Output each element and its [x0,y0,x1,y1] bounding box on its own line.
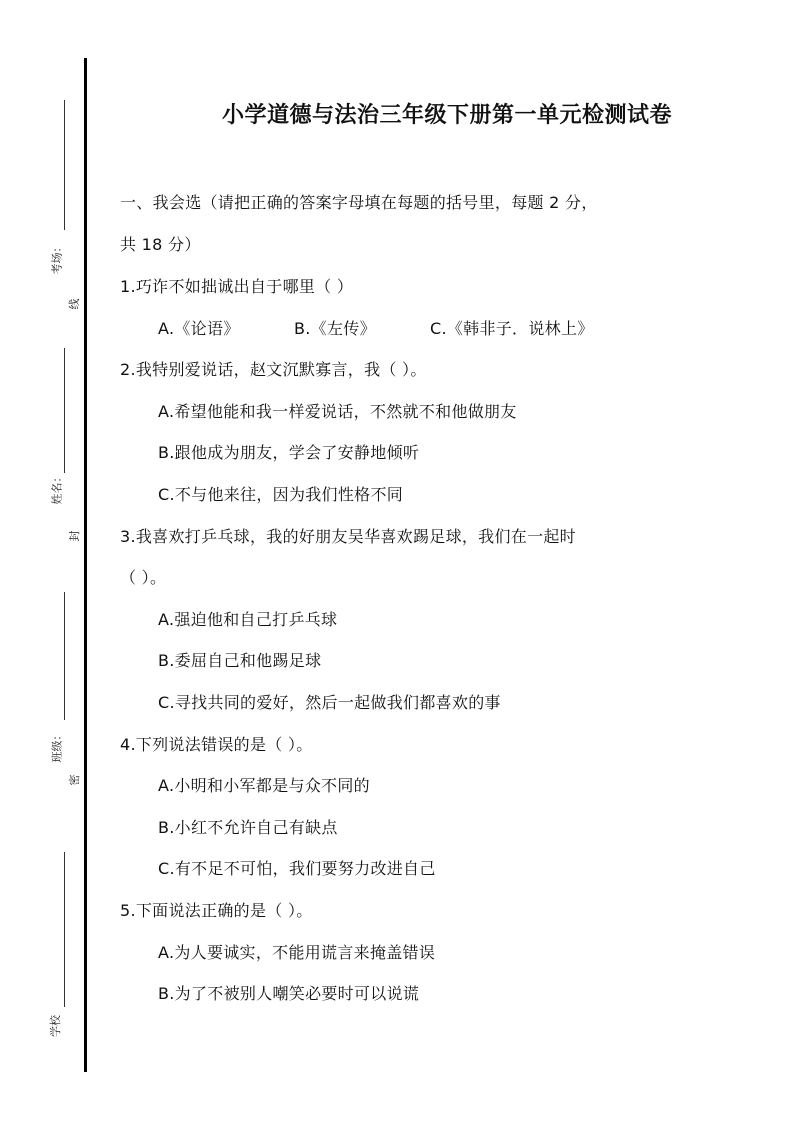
exam-room-label: 考场： [50,241,64,275]
binding-line [84,58,87,1072]
section-heading: 一、我会选（请把正确的答案字母填在每题的括号里，每题 2 分， [120,193,598,212]
question-1-stem: 1.巧诈不如拙诚出自于哪里（ ） [120,277,354,296]
class-field-line [64,592,65,720]
question-1-option-b: B.《左传》 [294,319,376,338]
question-1-option-c: C.《韩非子．说林上》 [430,319,594,338]
exam-room-field-line [64,100,65,230]
seal-char-seal: 封 [68,530,81,542]
question-2-stem: 2.我特别爱说话，赵文沉默寡言，我（ ）。 [120,360,427,379]
class-label: 班级： [50,729,64,763]
name-field-line [64,348,65,473]
question-5-stem: 5.下面说法正确的是（ ）。 [120,901,313,920]
question-3-stem: 3.我喜欢打乒乓球，我的好朋友吴华喜欢踢足球，我们在一起时 [120,527,576,546]
question-5-option-a: A.为人要诚实，不能用谎言来掩盖错误 [158,943,436,962]
question-4-stem: 4.下列说法错误的是（ ）。 [120,735,313,754]
seal-char-secret: 密 [68,774,81,786]
question-4-option-a: A.小明和小军都是与众不同的 [158,776,370,795]
question-3-option-c: C.寻找共同的爱好，然后一起做我们都喜欢的事 [158,693,501,712]
question-2-option-b: B.跟他成为朋友，学会了安静地倾听 [158,443,420,462]
question-3-option-b: B.委屈自己和他踢足球 [158,651,322,670]
question-3-option-a: A.强迫他和自己打乒乓球 [158,610,338,629]
question-4-option-b: B.小红不允许自己有缺点 [158,818,338,837]
question-2-option-c: C.不与他来往，因为我们性格不同 [158,485,404,504]
question-1-options [158,316,594,339]
question-4-option-c: C.有不足不可怕，我们要努力改进自己 [158,859,436,878]
seal-char-line: 线 [68,298,81,310]
name-label: 姓名： [50,471,64,505]
question-3-stem-cont: （ ）。 [120,568,167,587]
school-label: 学校 [49,1015,62,1037]
section-heading-cont: 共 18 分） [120,235,201,254]
school-field-line [64,852,65,1007]
question-5-option-b: B.为了不被别人嘲笑必要时可以说谎 [158,984,420,1003]
binding-margin [0,0,100,1123]
question-2-option-a: A.希望他能和我一样爱说话，不然就不和他做朋友 [158,402,517,421]
page-title: 小学道德与法治三年级下册第一单元检测试卷 [221,102,672,128]
question-1-option-a: A.《论语》 [158,319,240,338]
